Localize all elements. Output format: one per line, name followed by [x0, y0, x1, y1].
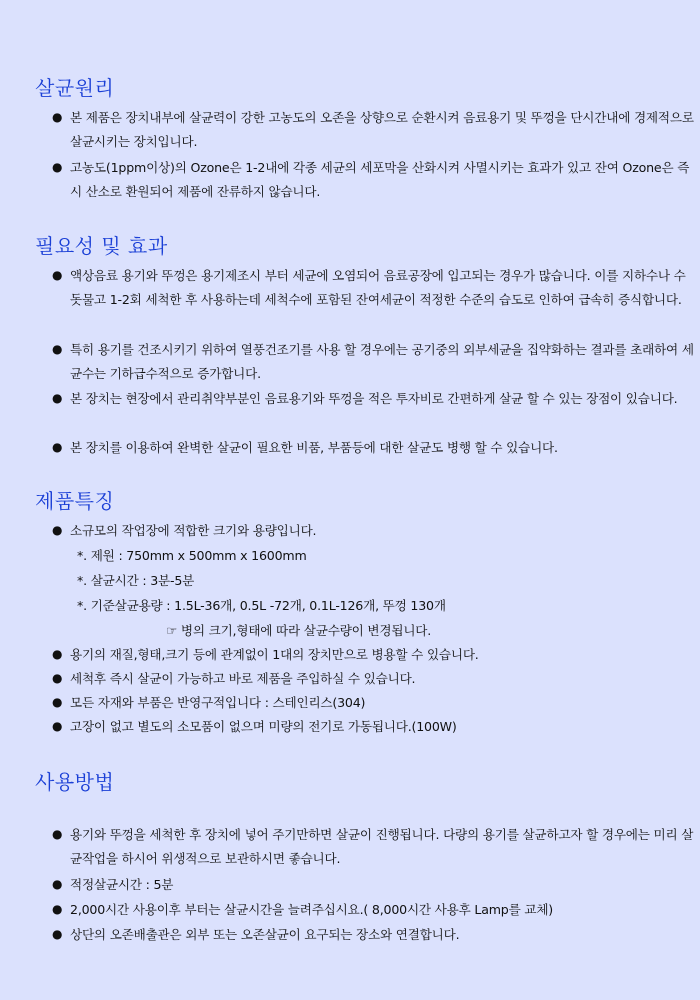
list-item [52, 691, 694, 715]
list-item [52, 643, 694, 667]
section-title-necessity-effect: 필요성 및 효과 [35, 234, 168, 258]
list-item-text: 모든 자재와 부품은 반영구적입니다 : 스테인리스(304) [70, 695, 366, 710]
section-title-usage: 사용방법 [35, 770, 115, 794]
list-item-text: 용기와 뚜껑을 세척한 후 장치에 넣어 주기만하면 살균이 진행됩니다. 다량의 용기를 살균하고자 할 경우에는 미리 살균작업을 하시어 위생적으로 보관하시면 좋습니다. [70, 827, 694, 866]
list-item [52, 519, 694, 543]
list-item-text: 상단의 오존배출관은 외부 또는 오존살균이 요구되는 장소와 연결합니다. [70, 927, 460, 942]
list-item [52, 387, 694, 411]
bullet-icon: ● [52, 342, 63, 356]
bullet-icon: ● [52, 647, 63, 661]
spec-capacity: *. 기준살균용량 : 1.5L-36개, 0.5L -72개, 0.1L-126개, 뚜껑 130개 [77, 598, 446, 613]
list-item [52, 436, 694, 460]
bullet-icon: ● [52, 827, 63, 841]
list-item [52, 823, 694, 870]
bullet-icon: ● [52, 268, 63, 282]
spec-dimensions: *. 제원 : 750mm x 500mm x 1600mm [77, 548, 307, 563]
bullet-icon: ● [52, 877, 63, 891]
list-item-text: 본 장치는 현장에서 관리취약부분인 음료용기와 뚜껑을 적은 투자비로 간편하게 살균 할 수 있는 장점이 있습니다. [70, 391, 678, 406]
list-item [52, 106, 694, 153]
list-item-text: 세척후 즉시 살균이 가능하고 바로 제품을 주입하실 수 있습니다. [70, 671, 416, 686]
bullet-icon: ● [52, 440, 63, 454]
bullet-icon: ● [52, 695, 63, 709]
list-item [52, 338, 694, 385]
list-item-text: 본 제품은 장치내부에 살균력이 강한 고농도의 오존을 상향으로 순환시켜 음료용기 및 뚜껑을 단시간내에 경제적으로 살균시키는 장치입니다. [70, 110, 694, 149]
list-item-text: 적정살균시간 : 5분 [70, 877, 174, 892]
bullet-icon: ● [52, 671, 63, 685]
list-item-text: 특히 용기를 건조시키기 위하여 열풍건조기를 사용 할 경우에는 공기중의 외부세균을 집약화하는 결과를 초래하여 세균수는 기하급수적으로 증가합니다. [70, 342, 694, 381]
list-item [52, 923, 694, 947]
spec-sterilization-time: *. 살균시간 : 3분-5분 [77, 573, 195, 588]
bullet-icon: ● [52, 902, 63, 916]
capacity-note: ☞ 병의 크기,형태에 따라 살균수량이 변경됩니다. [166, 623, 432, 638]
bullet-icon: ● [52, 523, 63, 537]
section-title-product-features: 제품특징 [35, 489, 115, 513]
list-item [52, 715, 694, 739]
list-item-text: 고장이 없고 별도의 소모품이 없으며 미량의 전기로 가동됩니다.(100W) [70, 719, 457, 734]
list-item-text: 소규모의 작업장에 적합한 크기와 용량입니다. [70, 523, 317, 538]
list-item [52, 667, 694, 691]
section-title-sterilization-principle: 살균원리 [35, 76, 115, 100]
bullet-icon: ● [52, 160, 63, 174]
list-item [52, 873, 694, 897]
list-item-text: 용기의 재질,형태,크기 등에 관계없이 1대의 장치만으로 병용할 수 있습니다. [70, 647, 479, 662]
list-item [52, 898, 694, 922]
list-item-text: 2,000시간 사용이후 부터는 살균시간을 늘려주십시요.( 8,000시간 사용후 Lamp를 교체) [70, 902, 553, 917]
list-item-text: 고농도(1ppm이상)의 Ozone은 1-2내에 각종 세균의 세포막을 산화시켜 사멸시키는 효과가 있고 잔여 Ozone은 즉시 산소로 환원되어 제품에 잔류하지 않습니다. [70, 160, 690, 199]
list-item [52, 264, 694, 311]
list-item [52, 156, 694, 203]
bullet-icon: ● [52, 927, 63, 941]
list-item-text: 본 장치를 이용하여 완벽한 살균이 필요한 비품, 부품등에 대한 살균도 병행 할 수 있습니다. [70, 440, 558, 455]
bullet-icon: ● [52, 391, 63, 405]
list-item-text: 액상음료 용기와 뚜껑은 용기제조시 부터 세균에 오염되어 음료공장에 입고되는 경우가 많습니다. 이를 지하수나 수돗물고 1-2회 세척한 후 사용하는데 세척수에 포함된 잔여세균이 적정한 수준의 습도로 인하여 급속히 증식합니다. [70, 268, 686, 307]
bullet-icon: ● [52, 110, 63, 124]
bullet-icon: ● [52, 719, 63, 733]
